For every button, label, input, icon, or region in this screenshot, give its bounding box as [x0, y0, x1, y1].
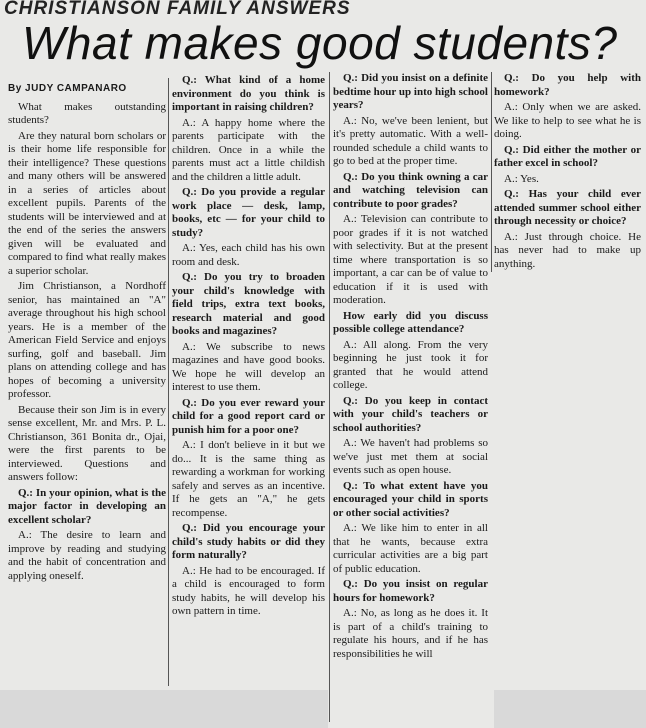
question: Q.: Did either the mother or father excel in school?	[494, 143, 641, 169]
question: Q.: What kind of a home environment do you think is important in raising children?	[172, 74, 325, 113]
paragraph: A.: A happy home where the parents participate with the children. Once in a while the parents must act a little childish and the children a little adult.	[172, 116, 325, 183]
kicker-headline: CHRISTIANSON FAMILY ANSWERS	[4, 0, 351, 19]
paragraph: A.: Just through choice. He has never had to make up anything.	[494, 230, 641, 270]
column-1	[8, 80, 166, 585]
column-rule	[168, 78, 169, 686]
paragraph: Are they natural born scholars or is their home life responsible for their intelligence? These questions and many others will be answered in a series of articles about excellent pupils. Parents of the students will be interviewed and at the end of the series the answers given will be evaluated and compared to find what really makes a superior scholar.	[8, 129, 166, 277]
paragraph: A.: Yes.	[504, 172, 539, 185]
column-4	[494, 72, 641, 273]
paragraph: A.: I don't believe in it but we do... It is the same thing as rewarding a workman for working safely and serves as an incentive. If he gets an "A," he gets recompense.	[172, 439, 325, 519]
question: Q.: Do you think owning a car and watching television can contribute to poor grades?	[333, 170, 488, 210]
clipping-tail	[328, 690, 494, 728]
column-rule	[329, 72, 330, 722]
question: Q.: Do you insist on regular hours for homework?	[333, 578, 488, 604]
main-headline: What makes good students?	[22, 17, 618, 69]
question: Q.: Do you ever reward your child for a good report card or punish him for a poor one?	[172, 396, 325, 436]
paragraph: A.: No, as long as he does it. It is part of a child's training to regulate his hours, and if he has responsibilities he will	[333, 607, 488, 660]
paragraph: A.: All along. From the very beginning he just took it for granted that he would attend college.	[333, 338, 488, 391]
paragraph: Jim Christianson, a Nordhoff senior, has maintained an "A" average throughout his high school years. He is a member of the American Field Service and enjoys surfing, golf and baseball. Jim plans on attending college and has hopes of becoming a university professor.	[8, 280, 166, 400]
question: Q.: Has your child ever attended summer school either through necessity or choice?	[494, 188, 641, 227]
column-2	[172, 74, 325, 621]
paragraph: A.: The desire to learn and improve by reading and studying and the habit of concentration and applying oneself.	[8, 529, 166, 582]
paragraph: A.: We haven't had problems so we've just met them at social events such as open house.	[333, 437, 488, 476]
column-rule	[491, 72, 492, 272]
question: Q.: Did you encourage your child's study habits or did they form naturally?	[172, 522, 325, 561]
question: Q.: Did you insist on a definite bedtime hour up into high school years?	[333, 72, 488, 111]
question: Q.: To what extent have you encouraged your child in sports or other social activities?	[333, 479, 488, 519]
question: Q.: Do you provide a regular work place — desk, lamp, books, etc — for your child to study?	[172, 186, 325, 239]
question: How early did you discuss possible college attendance?	[333, 309, 488, 335]
question: Q.: Do you help with homework?	[494, 72, 641, 98]
paragraph: A.: No, we've been lenient, but it's pretty automatic. With a well-rounded schedule a child wants to go to bed at the proper time.	[333, 114, 488, 167]
paragraph: What makes outstanding students?	[8, 100, 166, 126]
paragraph: A.: Television can contribute to poor grades if it is not watched with selectivity. But at the present time where transportation is so important, a car can be of value to education if it is used with moderation.	[333, 213, 488, 306]
question: Q.: Do you keep in contact with your child's teachers or school authorities?	[333, 394, 488, 434]
paragraph: A.: He had to be encouraged. If a child is encouraged to form study habits, he will develop his own pattern in time.	[172, 564, 325, 617]
paragraph: A.: We like him to enter in all that he wants, because extra curricular activities are a big part of public education.	[333, 522, 488, 575]
paragraph: A.: We subscribe to news magazines and have good books. We hope he will develop an interest to use them.	[172, 340, 325, 393]
column-3	[333, 72, 488, 663]
paragraph: A.: Yes, each child has his own room and desk.	[172, 242, 325, 268]
byline: By JUDY CAMPANARO	[8, 83, 127, 94]
paragraph: A.: Only when we are asked. We like to help to see what he is doing.	[494, 101, 641, 140]
paragraph: Because their son Jim is in every sense excellent, Mr. and Mrs. P. L. Christianson, 361 Bonita dr., Ojai, were the first parents to be interviewed. Questions and answers follow:	[8, 403, 166, 483]
question: Q.: In your opinion, what is the major factor in developing an excellent scholar?	[8, 486, 166, 526]
question: Q.: Do you try to broaden your child's knowledge with field trips, extra text books, research material and good books and magazines?	[172, 271, 325, 337]
